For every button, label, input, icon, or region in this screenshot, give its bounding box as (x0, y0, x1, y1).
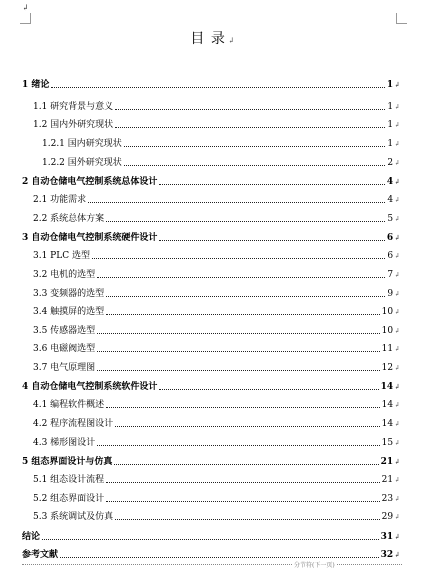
toc-entry[interactable] (33, 213, 400, 225)
toc-leader-dots (159, 388, 378, 390)
paragraph-mark-icon: ↲ (394, 439, 400, 447)
toc-entry-page: 32 (380, 550, 394, 560)
toc-leader-dots (159, 239, 384, 241)
toc-entry-page: 23 (381, 494, 394, 504)
toc-entry[interactable] (33, 101, 400, 113)
paragraph-mark-icon: ↲ (394, 196, 400, 204)
toc-entry-label: 5 组态界面设计与仿真 (22, 457, 113, 467)
toc-entry-label: 5.1 组态设计流程 (33, 475, 105, 485)
toc-entry-page: 31 (380, 532, 394, 542)
toc-leader-dots (106, 406, 379, 408)
paragraph-mark-icon: ↲ (394, 345, 400, 353)
toc-leader-dots (106, 481, 379, 483)
paragraph-mark-icon: ↲ (394, 382, 400, 391)
toc-leader-dots (97, 369, 379, 371)
paragraph-mark-icon: ↲ (394, 215, 400, 223)
toc-entry-label: 3.2 电机的选型 (33, 270, 96, 280)
paragraph-mark-icon: ↲ (394, 233, 400, 242)
toc-entry[interactable] (33, 474, 400, 486)
toc-entry[interactable] (33, 418, 400, 430)
toc-entry-page: 10 (381, 307, 394, 317)
toc-leader-dots (51, 86, 384, 88)
toc-leader-dots (115, 126, 385, 128)
toc-entry-page: 21 (381, 475, 394, 485)
paragraph-mark-icon: ↲ (394, 457, 400, 466)
toc-entry-label: 3.6 电磁阀选型 (33, 344, 96, 354)
toc-entry-page: 14 (381, 419, 394, 429)
paragraph-mark: ↲ (22, 3, 29, 12)
section-break (22, 560, 402, 570)
toc-entry[interactable] (22, 381, 400, 393)
toc-entry-page: 7 (387, 270, 394, 280)
toc-entry-page: 1 (387, 102, 394, 112)
paragraph-mark-icon: ↲ (394, 80, 400, 89)
toc-entry-page: 14 (381, 400, 394, 410)
toc-leader-dots (114, 463, 378, 465)
toc-entry[interactable] (33, 343, 400, 355)
paragraph-mark-icon: ↲ (394, 495, 400, 503)
toc-entry[interactable] (33, 493, 400, 505)
toc-leader-dots (115, 425, 379, 427)
toc-entry-label: 1.2.2 国外研究现状 (42, 158, 122, 168)
section-break-line (22, 564, 402, 565)
toc-entry-page: 9 (387, 289, 394, 299)
toc-entry[interactable] (33, 325, 400, 337)
paragraph-mark-icon: ↲ (394, 271, 400, 279)
toc-entry-page: 11 (381, 344, 394, 354)
toc-entry-page: 2 (387, 158, 394, 168)
toc-entry-page: 12 (381, 363, 394, 373)
paragraph-mark-icon: ↲ (394, 327, 400, 335)
toc-entry[interactable] (33, 362, 400, 374)
toc-entry-label: 4 自动仓储电气控制系统软件设计 (22, 382, 158, 392)
toc-entry[interactable] (33, 119, 400, 131)
toc-leader-dots (106, 295, 385, 297)
paragraph-mark-icon: ↲ (394, 550, 400, 559)
toc-entry-page: 1 (387, 139, 394, 149)
toc-leader-dots (106, 220, 385, 222)
toc-entry-page: 4 (386, 177, 394, 187)
toc-leader-dots (124, 145, 386, 147)
toc-entry-label: 参考文献 (22, 550, 59, 560)
paragraph-mark-icon: ↲ (394, 177, 400, 186)
paragraph-mark-icon: ↲ (394, 121, 400, 129)
toc-leader-dots (97, 444, 379, 446)
toc-entry-page: 14 (380, 382, 394, 392)
toc-entry[interactable] (22, 531, 400, 543)
toc-entry[interactable] (33, 288, 400, 300)
toc-entry-label: 3.7 电气原理图 (33, 363, 96, 373)
toc-entry-page: 5 (387, 214, 394, 224)
toc-entry-label: 3.4 触摸屏的选型 (33, 307, 105, 317)
toc-entry-label: 2.1 功能需求 (33, 195, 87, 205)
toc-entry-page: 4 (387, 195, 394, 205)
toc-entry-page: 6 (387, 251, 394, 261)
toc-leader-dots (115, 518, 379, 520)
toc-leader-dots (60, 556, 379, 558)
toc-leader-dots (106, 313, 379, 315)
toc-leader-dots (42, 538, 379, 540)
toc-leader-dots (97, 350, 379, 352)
title-text: 目 录 (190, 31, 226, 47)
toc-leader-dots (115, 108, 385, 110)
toc-entry[interactable] (33, 250, 400, 262)
toc-entry[interactable] (33, 437, 400, 449)
toc-entry-label: 5.2 组态界面设计 (33, 494, 105, 504)
toc-entry-page: 6 (386, 233, 394, 243)
toc-entry-label: 5.3 系统调试及仿真 (33, 512, 114, 522)
toc-entry-label: 4.3 梯形图设计 (33, 438, 96, 448)
toc-leader-dots (88, 201, 385, 203)
paragraph-mark-icon: ↲ (394, 532, 400, 541)
toc-entry[interactable] (22, 232, 400, 244)
paragraph-mark-icon: ↲ (394, 252, 400, 260)
toc-entry[interactable] (33, 511, 400, 523)
toc-leader-dots (97, 332, 379, 334)
paragraph-mark-icon: ↲ (394, 290, 400, 298)
paragraph-mark-icon: ↲ (394, 364, 400, 372)
toc-entry-page: 21 (380, 457, 394, 467)
paragraph-mark-icon: ↲ (394, 420, 400, 428)
toc-leader-dots (124, 164, 386, 166)
paragraph-mark-icon: ↲ (394, 140, 400, 148)
toc-entry-label: 1 绪论 (22, 80, 50, 90)
toc-entry[interactable] (22, 176, 400, 188)
toc-entry-label: 3.3 变频器的选型 (33, 289, 105, 299)
toc-entry-label: 3 自动仓储电气控制系统硬件设计 (22, 233, 158, 243)
toc-entry[interactable] (42, 157, 400, 169)
toc-entry-label: 3.1 PLC 选型 (33, 251, 90, 261)
toc-entry-label: 4.2 程序流程图设计 (33, 419, 114, 429)
paragraph-mark-icon: ↲ (394, 103, 400, 111)
toc-entry-label: 结论 (22, 532, 41, 542)
toc-entry-page: 1 (387, 120, 394, 130)
toc-entry-label: 1.2.1 国内研究现状 (42, 139, 122, 149)
toc-entry[interactable] (33, 306, 400, 318)
toc-entry-page: 10 (381, 326, 394, 336)
toc-entry-label: 2.2 系统总体方案 (33, 214, 105, 224)
paragraph-mark-icon: ↲ (394, 401, 400, 409)
toc-entry-label: 1.1 研究背景与意义 (33, 102, 114, 112)
toc-entry[interactable] (33, 399, 400, 411)
toc-entry-page: 1 (386, 80, 394, 90)
toc-leader-dots (106, 500, 379, 502)
section-break-label: 分节符(下一页) (294, 562, 335, 569)
toc-entry[interactable] (42, 138, 400, 150)
toc-entry-label: 4.1 编程软件概述 (33, 400, 105, 410)
paragraph-mark-icon: ↲ (394, 513, 400, 521)
toc-leader-dots (97, 276, 385, 278)
paragraph-mark-icon: ↲ (227, 36, 236, 45)
paragraph-mark-icon: ↲ (394, 476, 400, 484)
toc-entry[interactable] (22, 79, 400, 91)
toc-entry[interactable] (22, 456, 400, 468)
toc-entry-page: 29 (381, 512, 394, 522)
toc-entry-page: 15 (381, 438, 394, 448)
toc-entry[interactable] (33, 194, 400, 206)
toc-entry-label: 2 自动仓储电气控制系统总体设计 (22, 177, 158, 187)
toc-leader-dots (159, 183, 384, 185)
toc-entry-label: 3.5 传感器选型 (33, 326, 96, 336)
toc-leader-dots (92, 257, 385, 259)
toc-entry[interactable] (33, 269, 400, 281)
paragraph-mark-icon: ↲ (394, 308, 400, 316)
paragraph-mark-icon: ↲ (394, 159, 400, 167)
toc-entry-label: 1.2 国内外研究现状 (33, 120, 114, 130)
